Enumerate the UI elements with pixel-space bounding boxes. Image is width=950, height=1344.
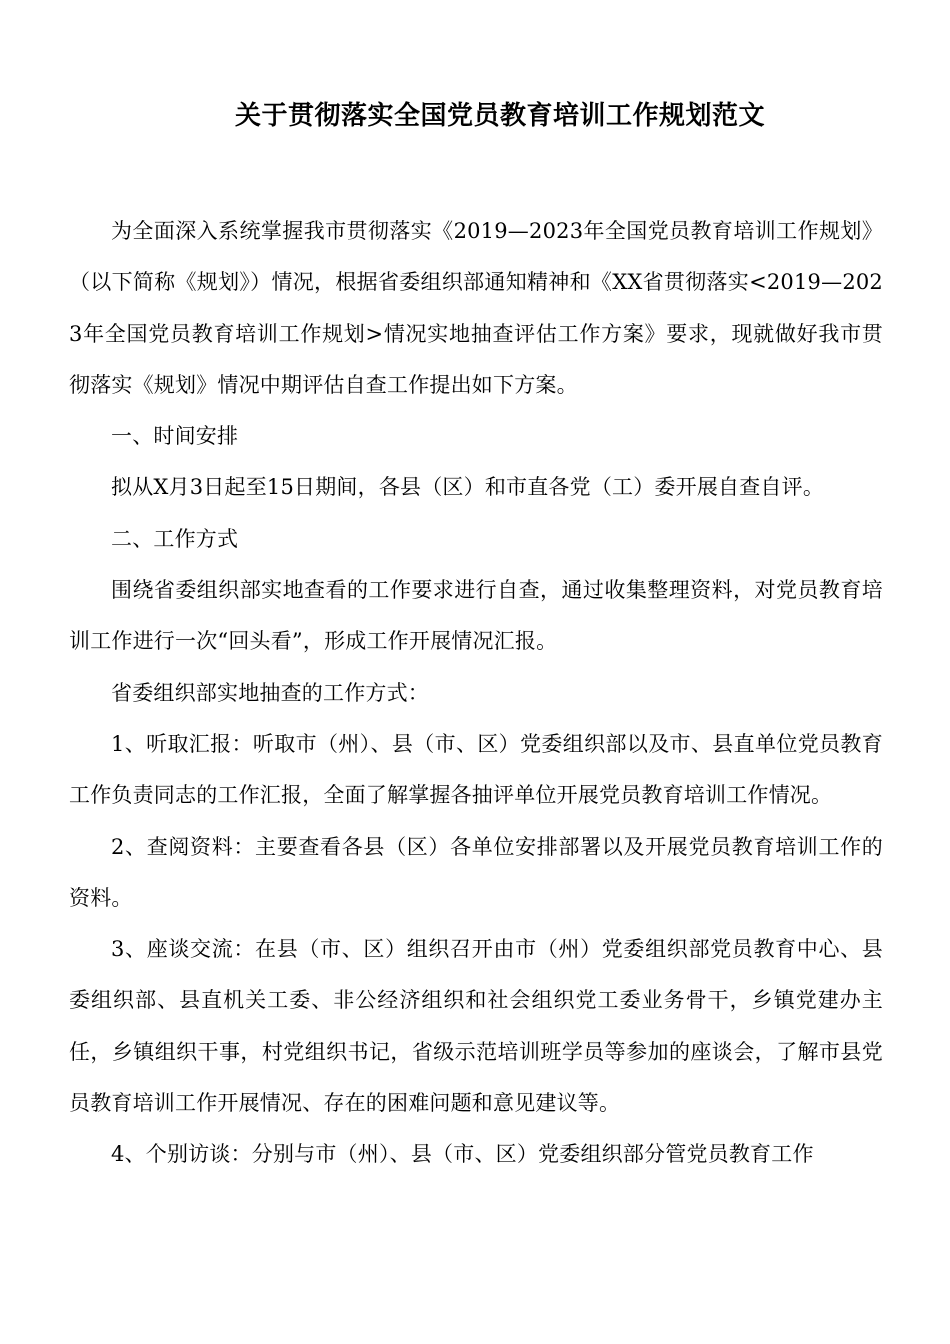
method-paragraph: 围绕省委组织部实地查看的工作要求进行自查，通过收集整理资料，对党员教育培训工作进行一次“回头看”，形成工作开展情况汇报。 xyxy=(69,578,883,654)
document-body xyxy=(69,206,883,1181)
method-item-1: 1、听取汇报：听取市（州）、县（市、区）党委组织部以及市、县直单位党员教育工作负责同志的工作汇报，全面了解掌握各抽评单位开展党员教育培训工作情况。 xyxy=(69,731,883,808)
method-item-2: 2、查阅资料：主要查看各县（区）各单位安排部署以及开展党员教育培训工作的资料。 xyxy=(69,834,883,910)
section-heading-schedule: 一、时间安排 xyxy=(111,424,239,449)
intro-paragraph: 为全面深入系统掌握我市贯彻落实《2019—2023年全国党员教育培训工作规划》（以下简称《规划》）情况，根据省委组织部通知精神和《XX省贯彻落实<2019—2023年全国党员教育培训工作规划>情况实地抽查评估工作方案》要求，现就做好我市贯彻落实《规划》情况中期评估自查工作提出如下方案。 xyxy=(69,219,883,397)
section-heading-method: 二、工作方式 xyxy=(111,526,239,551)
schedule-paragraph: 拟从X月3日起至15日期间，各县（区）和市直各党（工）委开展自查自评。 xyxy=(111,475,825,500)
document-title: 关于贯彻落实全国党员教育培训工作规划范文 xyxy=(234,101,765,131)
method-item-3: 3、座谈交流：在县（市、区）组织召开由市（州）党委组织部党员教育中心、县委组织部、县直机关工委、非公经济组织和社会组织党工委业务骨干，乡镇党建办主任，乡镇组织干事，村党组织书记，省级示范培训班学员等参加的座谈会，了解市县党员教育培训工作开展情况、存在的困难问题和意见建议等。 xyxy=(69,937,883,1116)
method-item-4: 4、个别访谈：分别与市（州）、县（市、区）党委组织部分管党员教育工作 xyxy=(111,1142,814,1167)
inspection-methods-intro: 省委组织部实地抽查的工作方式： xyxy=(111,680,429,705)
